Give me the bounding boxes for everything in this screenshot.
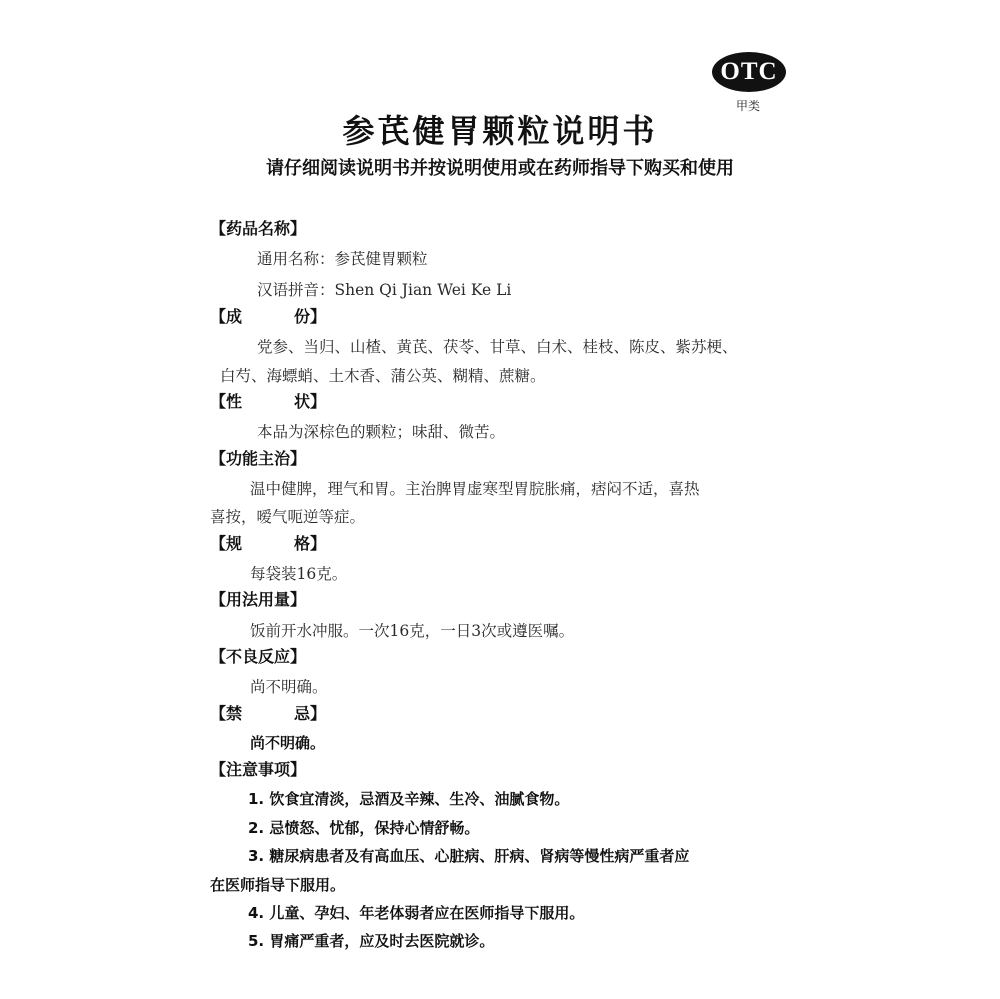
bracket-close: 】 [310, 704, 327, 723]
bracket-close: 】 [310, 392, 327, 411]
heading-char: 禁 [226, 704, 243, 723]
precaution-item-3-line-2: 在医师指导下服用。 [210, 876, 346, 894]
precaution-item-3-line-1: 3. 糖尿病患者及有高血压、心脏病、肝病、肾病等慢性病严重者应 [248, 847, 690, 865]
ingredients-line-1: 党参、当归、山楂、黄芪、茯苓、甘草、白术、桂枝、陈皮、紫苏梗、 [257, 338, 738, 356]
bracket-open: 【 [210, 534, 227, 553]
heading-char: 份 [294, 307, 311, 326]
description-text: 本品为深棕色的颗粒；味甜、微苦。 [257, 423, 506, 441]
dosage-text: 饭前开水冲服。一次16克，一日3次或遵医嘱。 [250, 622, 575, 640]
bracket-close: 】 [310, 534, 327, 553]
heading-char: 规 [226, 534, 243, 553]
heading-char: 格 [294, 534, 311, 553]
precaution-item-1: 1. 饮食宜清淡，忌酒及辛辣、生冷、油腻食物。 [248, 790, 570, 808]
bracket-open: 【 [210, 307, 227, 326]
ingredients-line-2: 白芍、海螵蛸、土木香、蒲公英、糊精、蔗糖。 [220, 367, 546, 385]
heading-char: 忌 [294, 704, 311, 723]
section-heading-indications: 【功能主治】 [210, 449, 307, 468]
generic-name: 通用名称：参芪健胃颗粒 [257, 250, 428, 268]
heading-char: 性 [226, 392, 243, 411]
specification-text: 每袋装16克。 [250, 565, 348, 583]
section-heading-drug-name: 【药品名称】 [210, 219, 307, 238]
section-heading-precautions: 【注意事项】 [210, 760, 307, 779]
section-heading-dosage: 【用法用量】 [210, 590, 307, 609]
indications-line-2: 喜按，嗳气呃逆等症。 [210, 508, 366, 526]
precaution-item-5: 5. 胃痛严重者，应及时去医院就诊。 [248, 932, 495, 950]
document-subtitle: 请仔细阅读说明书并按说明使用或在药师指导下购买和使用 [266, 158, 734, 179]
precaution-item-2: 2. 忌愤怒、忧郁，保持心情舒畅。 [248, 819, 480, 837]
section-heading-specification [210, 531, 326, 554]
contraindications-text: 尚不明确。 [250, 734, 326, 752]
heading-char: 成 [226, 307, 243, 326]
precaution-item-4: 4. 儿童、孕妇、年老体弱者应在医师指导下服用。 [248, 904, 585, 922]
document-title: 参芪健胃颗粒说明书 [342, 112, 658, 150]
otc-badge: OTC [712, 52, 786, 92]
section-heading-adverse-reactions: 【不良反应】 [210, 647, 307, 666]
section-heading-description [210, 389, 326, 412]
pinyin-name: 汉语拼音：Shen Qi Jian Wei Ke Li [257, 281, 512, 299]
bracket-open: 【 [210, 392, 227, 411]
otc-category-label: 甲类 [736, 99, 761, 113]
section-heading-contraindications [210, 701, 326, 724]
indications-line-1: 温中健脾，理气和胃。主治脾胃虚寒型胃脘胀痛，痞闷不适，喜热 [250, 480, 700, 498]
adverse-text: 尚不明确。 [250, 678, 328, 696]
bracket-open: 【 [210, 704, 227, 723]
heading-char: 状 [294, 392, 311, 411]
section-heading-ingredients [210, 304, 326, 327]
bracket-close: 】 [310, 307, 327, 326]
